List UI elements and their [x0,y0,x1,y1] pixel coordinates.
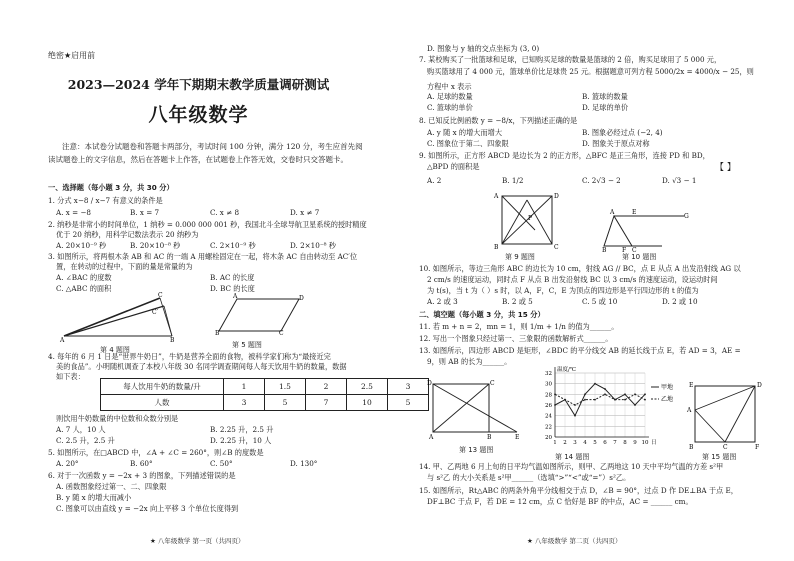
figure-13-diagram [427,380,522,440]
page-two-footer: ★ 八年级数学 第二页（共四页） [527,537,622,545]
question-1: 1. 分式 x−8 / x−7 有意义的条件是 [48,196,163,205]
x-tick-label: 6 [603,440,607,446]
q8-option-a: A. y 随 x 的增大而增大 [427,128,503,137]
question-8: 8. 已知反比例函数 y = −8/x，下列描述正确的是 [419,116,578,125]
table-cell: 3 [388,379,429,395]
svg-text:B: B [215,330,220,337]
y-tick-label: 20 [545,435,552,441]
svg-text:B: B [689,444,694,451]
table-row [101,395,429,411]
section-fill-blank: 二、填空题（每小题 3 分，共 15 分） [419,310,545,319]
question-7-line3: 方程中 x 表示 [427,82,472,91]
data-point [604,388,606,390]
question-3-line2: 置，在转动的过程中，下面的量是常量的为 [56,262,193,271]
question-4-line4: 则饮用牛奶数量的中位数和众数分别是 [56,414,179,423]
y-tick-label: 30 [545,381,552,388]
question-4-line1: 4. 每年的 6 月 1 日是“世界牛奶日”，牛奶是营养全面的食物，被科学家们称为“最接近完 [48,352,331,361]
svg-text:D: D [757,382,762,389]
svg-text:G: G [684,213,689,220]
svg-text:F: F [755,444,760,451]
milk-data-table [100,378,429,411]
q8-option-d: D. 图象关于原点对称 [582,139,650,148]
y-tick-label: 32 [545,371,552,377]
x-axis-label: 日 [651,440,657,446]
q4-option-b: B. 2.25 升，2.5 升 [210,425,274,434]
svg-text:A: A [494,193,499,200]
figure-15-caption: 第 15 题图 [702,453,737,461]
table-header-cell: 人数 [101,395,224,411]
figure-9-diagram [492,190,562,250]
svg-text:A: A [60,337,65,344]
question-6: 6. 对于一次函数 y = −2x + 3 的图象，下列描述错误的是 [48,471,236,480]
svg-text:B: B [170,337,175,344]
y-axis-label: 温度/℃ [557,367,577,373]
svg-text:B: B [487,434,492,441]
legend-label: 甲地 [661,384,674,391]
q2-option-b: B. 20×10⁻⁸ 秒 [130,241,181,250]
temperature-line-chart [537,363,677,448]
y-tick-label: 24 [545,413,552,420]
question-15-line2: DF⊥BC 于点 F，若 DE = 12 cm，点 C 恰好是 BF 的中点，AC = ______ cm。 [427,497,693,506]
x-tick-label: 7 [613,440,617,446]
svg-text:C: C [490,380,495,387]
question-4-line2: 美的食品”。小明随机调查了本校八年级 30 名同学调查期间每人每天饮用牛奶的数量，数据 [56,362,347,371]
question-4-line3: 如下表： [56,372,85,381]
q7-option-b: B. 篮球的数量 [582,92,628,101]
data-point [634,393,636,395]
question-10-line1: 10. 如图所示，等边三角形 ABC 的边长为 10 cm，射线 AG // BC，点 E 从点 A 出发沿射线 AG 以 [419,264,741,273]
data-point [614,399,616,401]
q1-option-d: D. x ≠ 7 [290,208,320,217]
data-point [574,404,576,406]
question-9-line1: 9. 如图所示，正方形 ABCD 是边长为 2 的正方形，△BFC 是正三角形，连接 PD 和 BD， [419,151,710,160]
y-tick-label: 26 [545,403,552,409]
x-tick-label: 9 [633,440,637,446]
subject-title: 八年级数学 [148,104,249,126]
data-point [634,404,636,406]
q4-option-d: D. 2.25 升，10 人 [210,436,272,445]
question-5: 5. 如图所示，在□ABCD 中，∠A + ∠C = 260°，则∠B 的度数是 [48,448,264,457]
q10-option-a: A. 2 或 3 [427,297,458,306]
exam-title: 2023—2024 学年下期期末教学质量调研测试 [67,77,330,92]
question-10-line3: 为 t(s)，当 t 为（ ）s 时，以 A，F，C，E 为顶点的四边形是平行四边形的 t 的值为 [427,286,699,295]
q2-option-a: A. 20×10⁻⁹ 秒 [56,241,107,250]
question-7-line2: 购买篮球用了 4 000 元，篮球单价比足球贵 25 元。根据题意可列方程 5000/2x = 4000/x − 25，则 [427,67,754,76]
table-cell: 3 [224,395,265,411]
q6-option-b: B. y 随 x 的增大而减小 [56,493,132,502]
question-11: 11. 若 m + n = 2，mn = 1，则 1/m + 1/n 的值为______。 [419,322,619,331]
figure-4-caption: 第 4 题图 [100,346,130,354]
svg-text:D: D [554,193,559,200]
table-cell: 2.5 [347,379,388,395]
table-cell: 1.5 [265,379,306,395]
q10-option-b: B. 2 或 5 [502,297,533,306]
x-tick-label: 4 [583,440,587,446]
svg-text:A: A [687,407,692,414]
x-tick-label: 10 [641,440,649,446]
data-point [624,393,626,395]
q9-option-a: A. 2 [427,176,442,185]
data-point [584,399,586,401]
q4-option-c: C. 2.5 升，2.5 升 [56,436,115,445]
svg-text:C′: C′ [152,309,158,316]
q7-option-a: A. 足球的数量 [427,92,473,101]
q3-option-b: B. AC 的长度 [210,273,255,282]
x-tick-label: 5 [593,440,597,446]
data-point [644,393,646,395]
figure-15-diagram [687,380,767,450]
page-one-footer: ★ 八年级数学 第一页（共四页） [150,537,245,545]
q7-option-c: C. 篮球的单价 [427,103,473,112]
svg-text:F: F [622,247,627,254]
svg-text:D: D [427,380,432,387]
figure-14-caption: 第 14 题图 [555,453,590,461]
section-choice: 一、选择题（每小题 3 分，共 30 分） [48,183,174,192]
svg-text:A: A [429,434,434,441]
question-14-line1: 14. 甲、乙两地 6 月上旬的日平均气温如图所示，则甲、乙两地这 10 天中平均气温的方差 s²甲 [419,462,724,471]
data-point [574,415,576,417]
q8-option-c: C. 图象位于第二、四象限 [427,139,509,148]
figure-13-caption: 第 13 题图 [459,446,494,454]
q6-option-c: C. 图象可以由直线 y = −2x 向上平移 3 个单位长度得到 [56,504,239,513]
table-cell: 1 [224,379,265,395]
data-point [564,399,566,401]
figure-5-caption: 第 5 题图 [232,341,262,349]
table-cell: 5 [388,395,429,411]
q3-option-c: C. △ABC 的面积 [56,284,112,293]
q9-option-b: B. 1/2 [502,176,524,185]
svg-text:C: C [554,244,559,251]
q5-option-b: B. 60° [130,459,153,468]
question-13-line2: 9，则 AB 的长为______。 [427,357,512,366]
q4-option-a: A. 7 人，10 人 [56,425,106,434]
svg-text:C: C [723,444,728,451]
q3-option-a: A. ∠BAC 的度数 [56,273,112,282]
y-tick-label: 28 [545,392,552,399]
series-line-2 [555,394,645,405]
figure-4-diagram [60,292,180,342]
data-point [604,393,606,395]
svg-text:C: C [632,247,637,254]
q3-option-d: D. BC 的长度 [210,284,255,293]
q9-option-c: C. 2√3 − 2 [582,176,621,185]
q10-option-d: D. 2 或 10 [662,297,698,306]
data-point [594,399,596,401]
x-tick-label: 1 [553,440,557,446]
question-2-line2: 优于 20 纳秒，用科学记数法表示 20 纳秒为 [56,230,199,239]
figure-10-diagram [602,208,692,253]
question-14-line2: 与 s²乙 的大小关系是 s²甲______（选填“>”“<”或“=”）s²乙。 [427,473,631,482]
svg-text:C: C [279,330,284,337]
svg-text:P: P [528,215,533,222]
svg-text:C: C [158,292,163,299]
table-header-cell: 每人饮用牛奶的数量/升 [101,379,224,395]
data-point [554,393,556,395]
data-point [594,383,596,385]
question-15-line1: 15. 如图所示，Rt△ABC 的两条外角平分线相交于点 D，∠B = 90°，过点 D 作 DE⊥BA 于点 E， [419,486,738,495]
svg-text:D: D [299,295,304,302]
legend-label: 乙地 [661,396,674,403]
page-two [397,0,794,561]
x-tick-label: 8 [623,440,627,446]
data-point [554,404,556,406]
svg-text:A: A [233,293,238,300]
question-7-line1: 7. 某校购买了一批篮球和足球，已知购买足球的数量是篮球的 2 倍，购买足球用了 5 000 元， [419,55,722,64]
table-cell: 2 [306,379,347,395]
q8-option-b: B. 图象必经过点 (−2, 4) [582,128,663,137]
table-cell: 7 [306,395,347,411]
x-tick-label: 3 [573,440,577,446]
figure-5-diagram [215,295,305,335]
question-2-line1: 2. 纳秒是非常小的时间单位，1 纳秒 = 0.000 000 001 秒，我国北斗全球导航卫星系统的授时精度 [48,220,367,229]
q5-option-d: D. 130° [290,459,318,468]
q7-option-d: D. 足球的单价 [582,103,629,112]
confidential-seal: 绝密★启用前 [48,51,96,60]
q1-option-c: C. x ≠ 8 [210,208,240,217]
table-cell: 5 [265,395,306,411]
q9-option-d: D. √3 − 1 [662,176,697,185]
series-line-1 [555,384,645,416]
svg-text:A: A [610,209,615,216]
y-tick-label: 22 [545,424,552,431]
question-13-line1: 13. 如图所示，四边形 ABCD 是矩形，∠BDC 的平分线交 AB 的延长线于点 E，若 AD = 3，AE = [419,346,741,355]
svg-text:E: E [689,382,694,389]
q5-option-c: C. 50° [210,459,233,468]
q2-option-c: C. 2×10⁻⁹ 秒 [210,241,256,250]
question-10-line2: 2 cm/s 的速度运动，同时点 F 从点 B 出发沿射线 BC 以 3 cm/s 的速度运动，设运动时间 [427,275,718,284]
svg-text:E: E [632,209,637,216]
q6-option-a: A. 函数图象经过第一、二、四象限 [56,482,167,491]
question-12: 12. 写出一个图象只经过第一、三象限的函数解析式______。 [419,334,613,343]
q1-option-b: B. x = 7 [130,208,160,217]
data-point [644,399,646,401]
answer-bracket: 【 】 [715,163,736,173]
x-tick-label: 2 [563,440,567,446]
question-3-line1: 3. 如图所示，将两根木条 AB 和 AC 的一端 A 用螺栓固定在一起，将木条 AC 自由转动至 AC′位 [48,252,358,261]
q10-option-c: C. 5 或 10 [582,297,618,306]
figure-9-caption: 第 9 题图 [505,253,535,261]
q1-option-a: A. x = −8 [56,208,92,217]
q6-option-d: D. 图象与 y 轴的交点坐标为 (3, 0) [427,44,540,53]
question-9-line2: △BPD 的面积是 [427,162,480,171]
table-cell: 10 [347,395,388,411]
table-row [101,379,429,395]
q5-option-a: A. 20° [56,459,79,468]
figure-10-caption: 第 10 题图 [622,253,657,261]
exam-notice: 注意：本试卷分试题卷和答题卡两部分，考试时间 100 分钟，满分 120 分，考生应首先阅读试题卷上的文字信息，然后在答题卡上作答，在试题卷上作答无效，交卷时只交答题卡。 [48,142,363,164]
svg-text:B: B [494,244,499,251]
svg-text:B: B [602,247,607,254]
q2-option-d: D. 2×10⁻⁸ 秒 [290,241,336,250]
data-point [624,399,626,401]
data-point [584,393,586,395]
svg-text:E: E [515,434,520,441]
